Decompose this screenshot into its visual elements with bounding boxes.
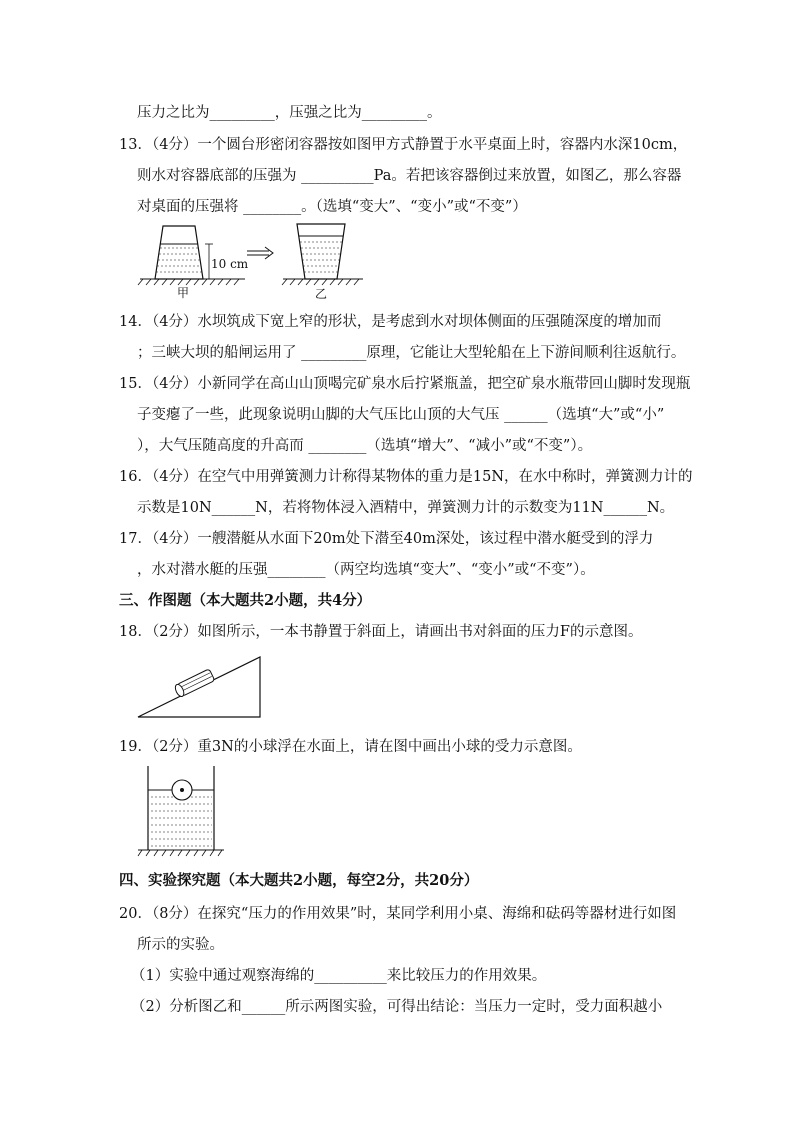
question-13-line-1: 13．（4分）一个圆台形密闭容器按如图甲方式静置于水平桌面上时，容器内水深10cm， (119, 137, 688, 153)
label-jia: 甲 (177, 286, 190, 300)
question-20-sub-2: （2）分析图乙和______所示两图实验，可得出结论：当压力一定时，受力面积越小 (131, 999, 663, 1015)
question-20-line-1: 20．（8分）在探究“压力的作用效果”时，某同学利用小桌、海绵和砝码等器材进行如图 (119, 906, 677, 922)
label-yi: 乙 (315, 287, 328, 301)
book-icon (174, 669, 215, 698)
question-19: 19．（2分）重3N的小球浮在水面上，请在图中画出小球的受力示意图。 (119, 739, 582, 755)
question-17-line-2: ，水对潜水艇的压强________（两空均选填“变大”、“变小”或“不变”）。 (137, 562, 595, 578)
arrow-icon (247, 247, 273, 259)
question-15-line-2: 子变瘪了一些，此现象说明山脚的大气压比山顶的大气压 ______（选填“大”或“小” (137, 407, 665, 423)
question-18: 18．（2分）如图所示，一本书静置于斜面上，请画出书对斜面的压力F的示意图。 (119, 624, 643, 640)
question-17-line-1: 17．（4分）一艘潜艇从水面下20m处下潜至40m深处，该过程中潜水艇受到的浮力 (119, 531, 654, 547)
question-20-sub-1: （1）实验中通过观察海绵的__________来比较压力的作用效果。 (131, 968, 547, 984)
section-4-heading: 四、实验探究题（本大题共2小题，每空2分，共20分） (119, 872, 479, 889)
text-line: 压力之比为_________，压强之比为_________。 (137, 105, 442, 121)
depth-label: 10 cm (211, 257, 249, 271)
question-13-line-2: 则水对容器底部的压强为 __________Pa。若把该容器倒过来放置，如图乙，那么容器 (137, 168, 682, 184)
container-jia (138, 226, 249, 300)
question-20-line-2: 所示的实验。 (137, 937, 224, 953)
question-13-line-3: 对桌面的压强将 ________。（选填“变大”、“变小”或“不变”） (137, 199, 527, 215)
figure-13-containers (135, 218, 395, 308)
question-16-line-1: 16．（4分）在空气中用弹簧测力计称得某物体的重力是15N，在水中称时，弹簧测力计的 (119, 469, 693, 485)
question-15-line-3: ），大气压随高度的升高而 ________（选填“增大”、“减小”或“不变”）。 (137, 438, 593, 454)
question-14-line-2: ；三峡大坝的船闸运用了 _________原理，它能让大型轮船在上下游间顺利往返航行。 (137, 345, 686, 361)
figure-19-floating-ball (138, 766, 224, 858)
question-16-line-2: 示数是10N______N，若将物体浸入酒精中，弹簧测力计的示数变为11N______N。 (137, 500, 675, 516)
container-yi (282, 224, 363, 301)
ball-icon (172, 780, 192, 800)
section-3-heading: 三、作图题（本大题共2小题，共4分） (119, 592, 372, 609)
question-15-line-1: 15．（4分）小新同学在高山山顶喝完矿泉水后拧紧瓶盖，把空矿泉水瓶带回山脚时发现瓶 (119, 376, 691, 392)
question-14-line-1: 14．（4分）水坝筑成下宽上窄的形状，是考虑到水对坝体侧面的压强随深度的增加而 (119, 314, 662, 330)
figure-18-incline (138, 655, 263, 720)
